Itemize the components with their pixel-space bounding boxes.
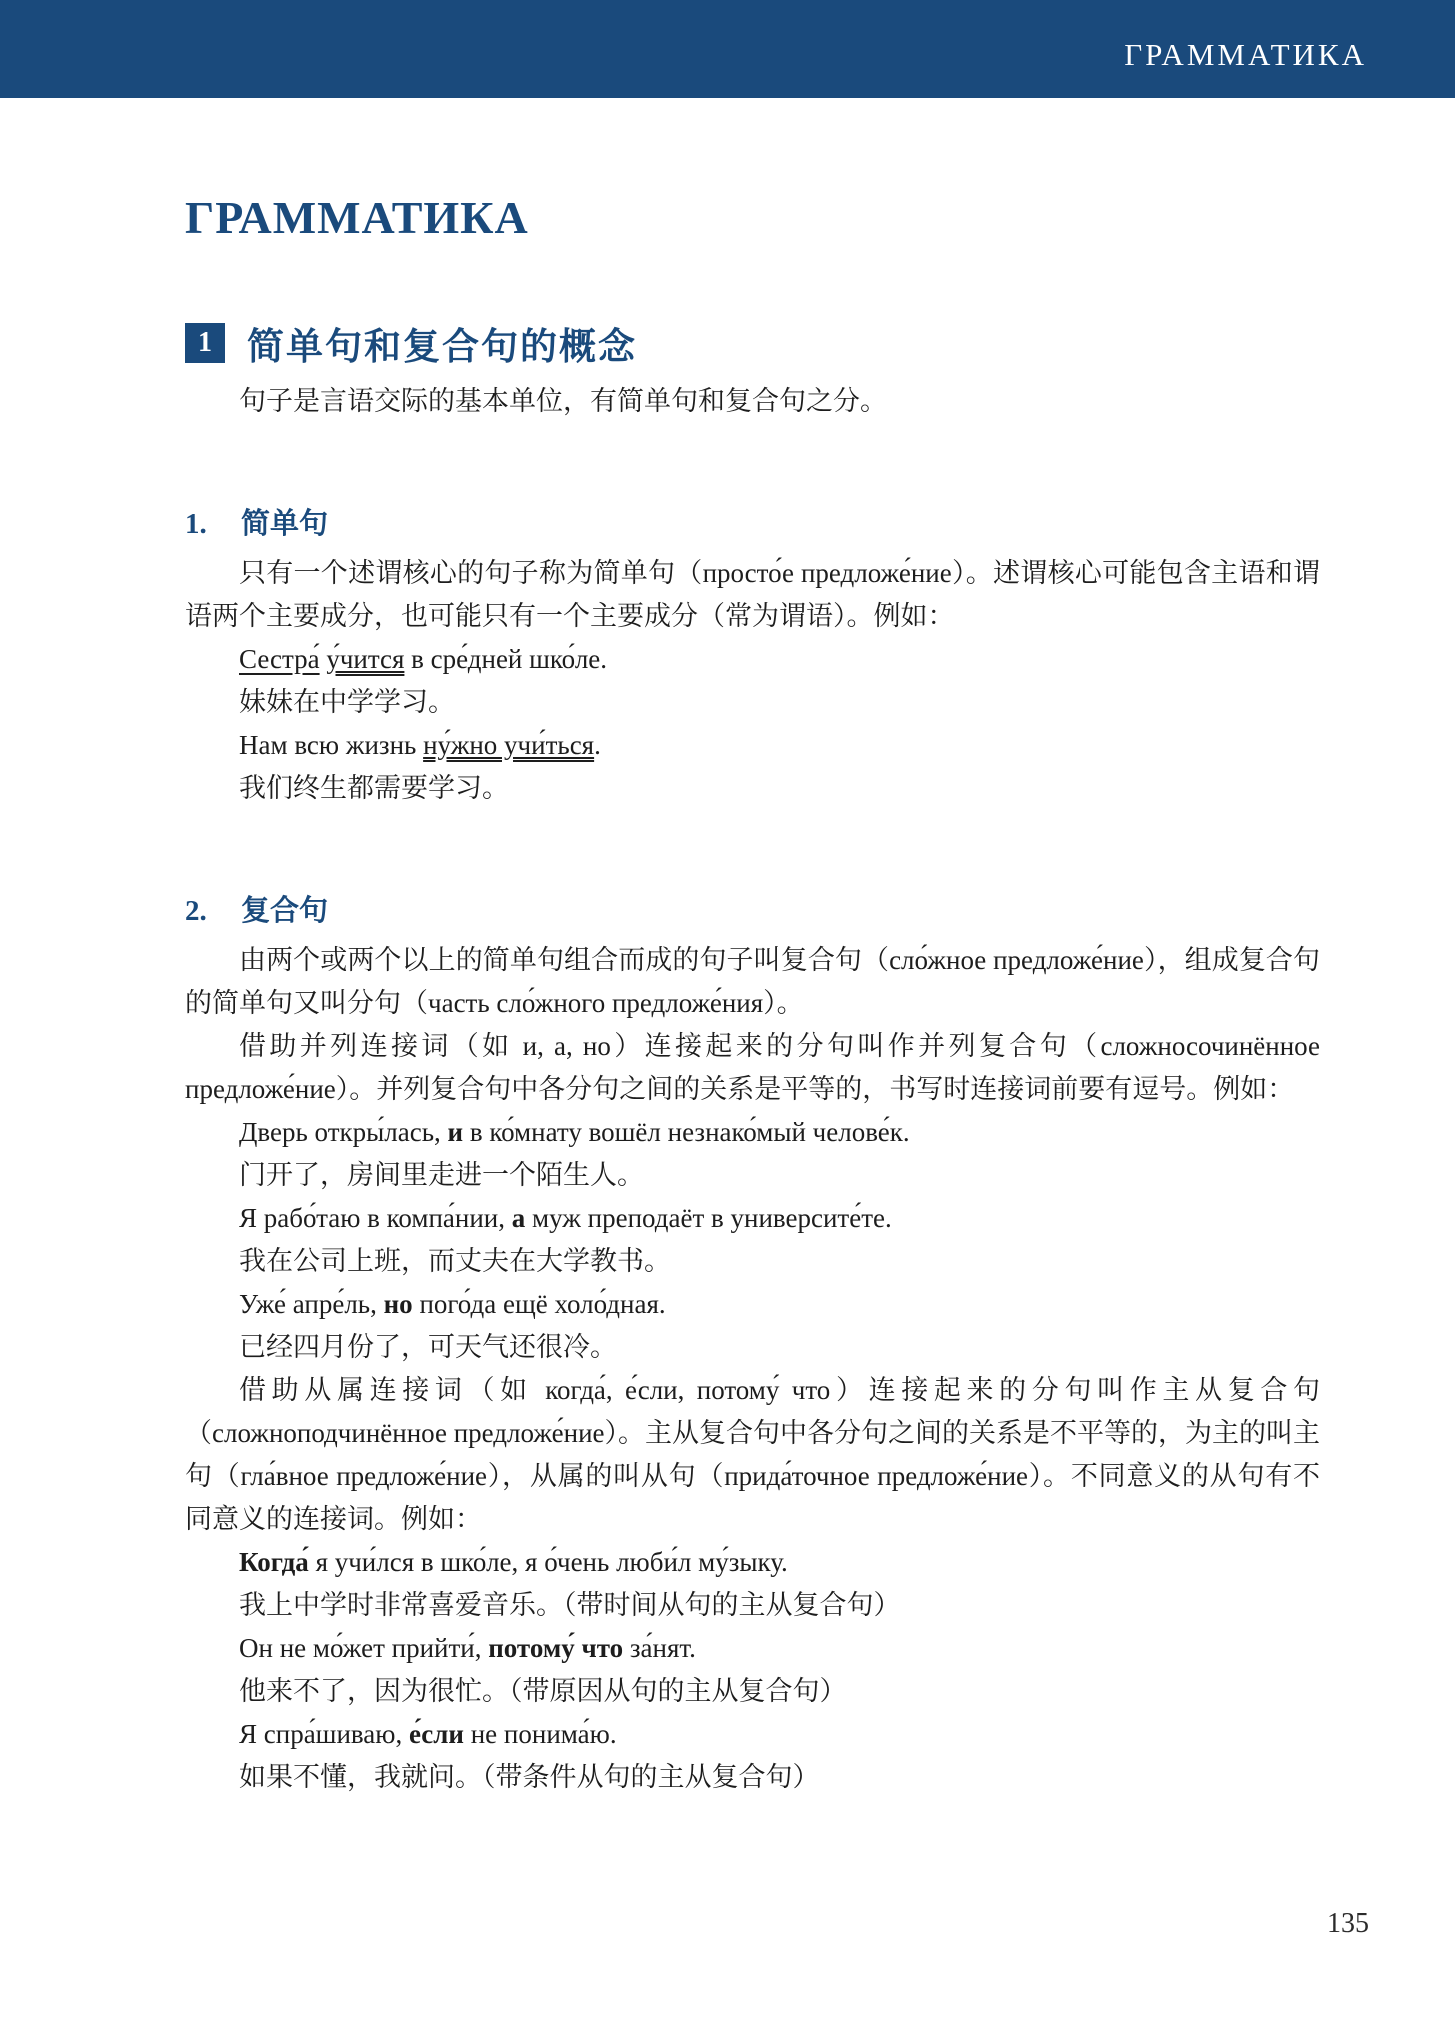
- example-cn-compound-1: 门开了，房间里走进一个陌生人。: [239, 1159, 644, 1190]
- bold-conjunction: е́сли: [408, 1718, 464, 1749]
- example-ru-simple-2: [185, 724, 1320, 767]
- example-text: Я спра́шиваю,: [239, 1718, 409, 1749]
- section-heading: [185, 316, 1320, 370]
- example-text: Он не мо́жет прийти́,: [239, 1632, 489, 1663]
- example-text: .: [594, 729, 601, 760]
- example-ru-simple-1: [185, 638, 1320, 681]
- subsection-2-number: 2.: [185, 894, 207, 927]
- example-text: Уже́ апре́ль,: [239, 1288, 384, 1319]
- example-cn-complex-2: 他来不了，因为很忙。（带原因从句的主从复合句）: [239, 1675, 847, 1706]
- example-text: я учи́лся в шко́ле, я о́чень люби́л му́зыку.: [308, 1546, 788, 1577]
- section-intro: 句子是言语交际的基本单位，有简单句和复合句之分。: [239, 385, 887, 416]
- double-underlined-predicate: у́чится: [326, 643, 405, 674]
- bold-conjunction: но: [383, 1288, 413, 1319]
- page-title: ГРАММАТИКА: [185, 192, 529, 243]
- example-cn-compound-2: 我在公司上班，而丈夫在大学教书。: [239, 1245, 671, 1276]
- example-ru-complex-3: [185, 1713, 1320, 1756]
- example-ru-complex-1: [185, 1541, 1320, 1584]
- example-text: Я рабо́таю в компа́нии,: [239, 1202, 512, 1233]
- page-header-bar: [0, 0, 1455, 98]
- example-cn-simple-1: 妹妹在中学学习。: [239, 686, 455, 717]
- example-ru-compound-1: [185, 1111, 1320, 1154]
- subsection-1-title: 简单句: [241, 507, 329, 540]
- bold-conjunction: и: [447, 1116, 464, 1147]
- example-text: Нам всю жизнь: [239, 729, 424, 760]
- subsection-1-heading: [185, 501, 1320, 542]
- example-text: не понима́ю.: [463, 1718, 617, 1749]
- subsection-2-title: 复合句: [241, 894, 329, 927]
- subsection-1-number: 1.: [185, 507, 207, 540]
- page-content: [185, 193, 1320, 1799]
- page-number: 135: [1327, 1908, 1369, 1939]
- example-text: пого́да ещё холо́дная.: [412, 1288, 666, 1319]
- example-cn-complex-3: 如果不懂，我就问。（带条件从句的主从复合句）: [239, 1761, 820, 1792]
- running-head: ГРАММАТИКА: [1124, 37, 1367, 72]
- subsection-2-paragraph-1: 由两个或两个以上的简单句组合而成的句子叫复合句（сло́жное предложе́ние），组成复合句的简单句又叫分句（часть сло́жного предложе́ния）。: [185, 944, 1320, 1018]
- bold-conjunction: потому́ что: [488, 1632, 624, 1663]
- example-text: муж преподаёт в университе́те.: [525, 1202, 892, 1233]
- example-cn-simple-2: 我们终生都需要学习。: [239, 772, 509, 803]
- underlined-subject: Сестра́: [239, 643, 320, 674]
- section-title: 简单句和复合句的概念: [247, 326, 637, 368]
- bold-conjunction: а: [511, 1202, 526, 1233]
- example-text: в ко́мнату вошёл незнако́мый челове́к.: [463, 1116, 910, 1147]
- double-underlined-predicate: ну́жно учи́ться: [423, 729, 595, 760]
- example-ru-complex-2: [185, 1627, 1320, 1670]
- section-number-badge: 1: [185, 323, 225, 363]
- subsection-2-paragraph-2: 借助并列连接词（如 и, а, но）连接起来的分句叫作并列复合句（сложносочинённое предложе́ние）。并列复合句中各分句之间的关系是平等的，书写时连接词前要有逗号。例如：: [185, 1030, 1320, 1104]
- bold-conjunction: Когда́: [239, 1546, 309, 1577]
- example-cn-complex-1: 我上中学时非常喜爱音乐。（带时间从句的主从复合句）: [239, 1589, 901, 1620]
- subsection-2-heading: [185, 888, 1320, 929]
- subsection-2-paragraph-3: 借助从属连接词（如 когда́, е́сли, потому́ что）连接起来的分句叫作主从复合句（сложноподчинённое предложе́ние）。主从复合句中各分句之间的关系是不平等的，为主的叫主句（гла́вное предложе́ние），从属的叫从句（прида́точное предложе́ние）。不同意义的从句有不同意义的连接词。例如：: [185, 1374, 1321, 1534]
- example-ru-compound-2: [185, 1197, 1320, 1240]
- example-text: в сре́дней шко́ле.: [404, 643, 608, 674]
- subsection-1-paragraph: 只有一个述谓核心的句子称为简单句（просто́е предложе́ние）。述谓核心可能包含主语和谓语两个主要成分，也可能只有一个主要成分（常为谓语）。例如：: [185, 557, 1320, 631]
- example-ru-compound-3: [185, 1283, 1320, 1326]
- example-text: Дверь откры́лась,: [239, 1116, 448, 1147]
- example-text: за́нят.: [623, 1632, 696, 1663]
- example-cn-compound-3: 已经四月份了，可天气还很冷。: [239, 1331, 617, 1362]
